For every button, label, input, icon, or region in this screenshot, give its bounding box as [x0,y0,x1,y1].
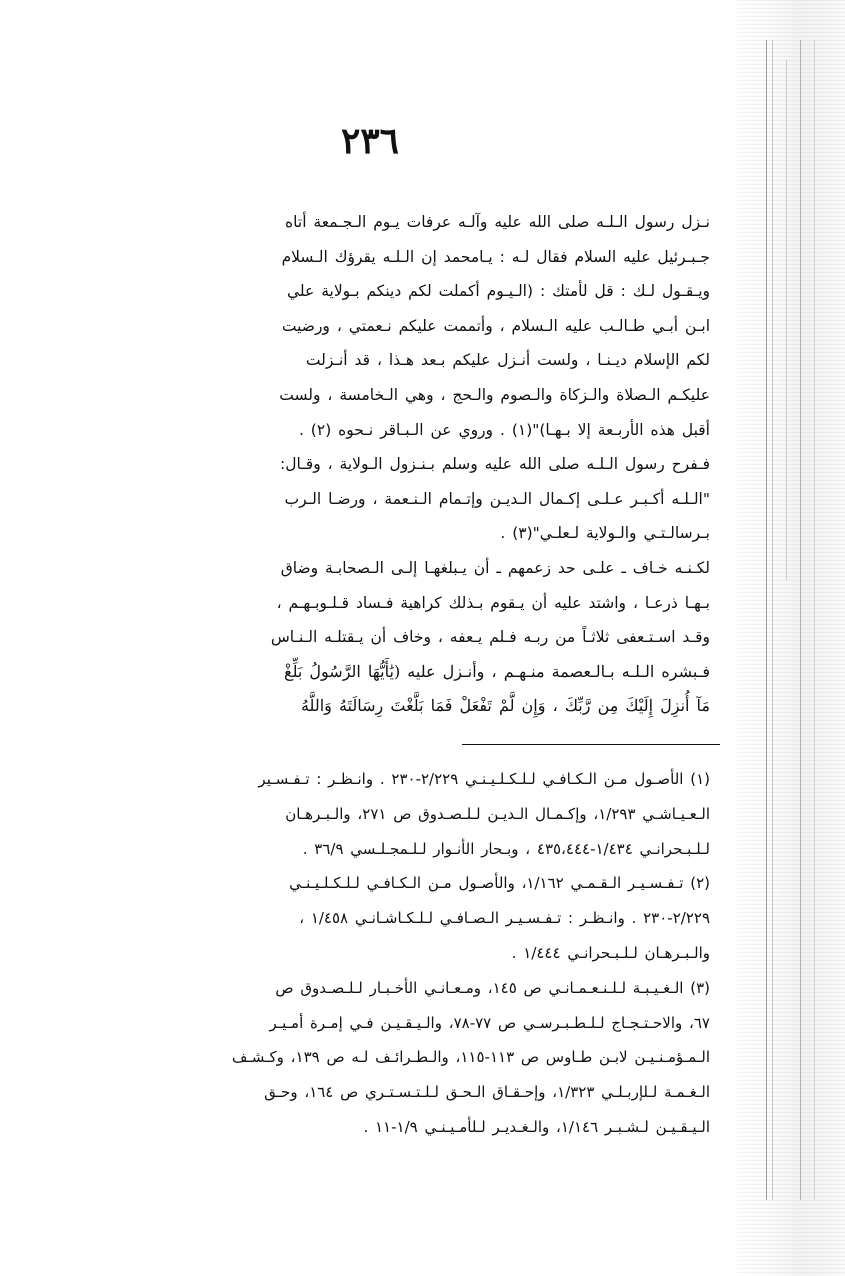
text-line: ويـقـول لـك : قل لأمتك : (الـيـوم أكملت لكم دينكم بـولاية علي [286,282,710,301]
footnote-line: (٢) تـفـسـيـر الـقـمـي ١/١٦٢، والأصـول مـن الـكـافـي لـلـكـلـيـنـي [289,874,710,893]
scan-artifact-line [766,40,767,1200]
footnote-line: الـيـقـيـن لـشـبـر ١/١٤٦، والـغـديـر لـلأمـيـنـي ١/٩-١١ . [363,1117,710,1136]
text-line: وقـد اسـتـعفى ثلاثـاً من ربـه فـلم يـعفه ، وخاف أن يـقتلـه الـنـاس [270,628,710,647]
scan-artifact-line [814,40,815,1200]
footnote-line: الـمـؤمـنـيـن لابـن طـاوس ص ١١٣-١١٥، والـطـرائـف لـه ص ١٣٩، وكـشـف [231,1048,710,1067]
text-line: نـزل رسول الـلـه صلى الله عليه وآلـه عرفات يـوم الـجـمعة أتاه [285,213,710,231]
text-line: فـفرح رسول الـلـه صلى الله عليه وسلم بـنـزول الـولاية ، وقـال: [280,455,710,474]
footnote-line: ٢/٢٢٩-٢٣٠ . وانـظـر : تـفـسـيـر الـصـافـي لـلـكـاشـانـي ١/٤٥٨ ، [299,909,710,928]
footnote-line: الـغـمـة لـلإربـلـي ١/٣٢٣، وإحـقـاق الـحـق لـلـتـسـتـري ص ١٦٤، وحـق [264,1083,710,1102]
footnote-line: والـبـرهـان لـلـبـحرانـي ١/٤٤٤ . [511,943,710,962]
page-number: ٢٣٦ [340,120,399,162]
footnote-line: (٣) الـغـيـبـة لـلـنـعـمـانـي ص ١٤٥، ومـعـانـي الأخـبـار لـلـصـدوق ص [275,978,710,997]
scan-binding-edge [737,0,845,1276]
text-line: "الـلـه أكـبـر عـلـى إكـمال الـديـن وإتـمام الـنـعمة ، ورضـا الـرب [284,489,710,508]
text-line: جـبـرئيل عليه السلام فقال لـه : يـامحمد إن الـلـه يقرؤك الـسلام [281,247,710,266]
text-line: لكـنـه خـاف ـ علـى حد زعمهم ـ أن يـبلغهـا إلـى الـصحابـة وضاق [280,558,710,577]
footnote-line: الـعـيـاشـي ١/٢٩٣، وإكـمـال الـديـن لـلـصـدوق ص ٢٧١، والـبـرهـان [285,804,710,823]
text-line: بـرسالـتـي والـولاية لـعلـي"(٣) . [500,524,710,543]
footnotes [150,762,710,1145]
main-text [150,205,710,724]
scan-artifact-line [800,40,801,1200]
text-line: عليكـم الـصلاة والـزكاة والـصوم والـحج ، وهي الـخامسة ، ولست [279,385,710,404]
quran-verse-line: مَآ أُنزِلَ إِلَيْكَ مِن رَّبِّكَ ، وَإِن لَّمْ تَفْعَلْ فَمَا بَلَّغْتَ رِسَالَتَهُ وَاللَّهُ [300,696,710,716]
footnote-line: (١) الأصـول مـن الـكـافـي لـلـكـلـيـنـي ٢/٢٢٩-٢٣٠ . وانـظـر : تـفـسـير [258,770,710,788]
footnote-line: لـلـبـحرانـي ١/٤٣٤-٤٣٥،٤٤٤ ، وبـحار الأنـوار لـلـمجـلـسي ٣٦/٩ . [302,839,710,858]
footnote-line: ٦٧، والاحـتـجـاج لـلـطـبـرسـي ص ٧٧-٧٨، والـيـقـيـن فـي إمـرة أمـيـر [269,1013,710,1032]
scan-artifact-line [772,40,773,1200]
text-line: بـهـا ذرعـا ، واشتد عليه أن يـقوم بـذلك كراهية فـساد قـلـوبـهـم ، [276,593,710,612]
text-line: ابـن أبـي طـالـب عليه الـسلام ، وأتممت عليكم نـعمتي ، ورضيت [281,316,710,335]
text-line: أقبل هذه الأربـعة إلا بـهـا)"(١) . وروي عن الـبـاقر نـحوه (٢) . [298,420,710,439]
scan-artifact-line [786,60,787,580]
quran-verse-line: فـبشره الـلـه بـالـعصمة منـهـم ، وأنـزل عليه (يَٰأَيُّهَا الرَّسُولُ بَلِّغْ [284,661,710,681]
text-line: لكم الإسلام ديـنـا ، ولست أنـزل عليكم بـعد هـذا ، قد أنـزلت [305,351,710,370]
footnote-separator [462,744,720,745]
